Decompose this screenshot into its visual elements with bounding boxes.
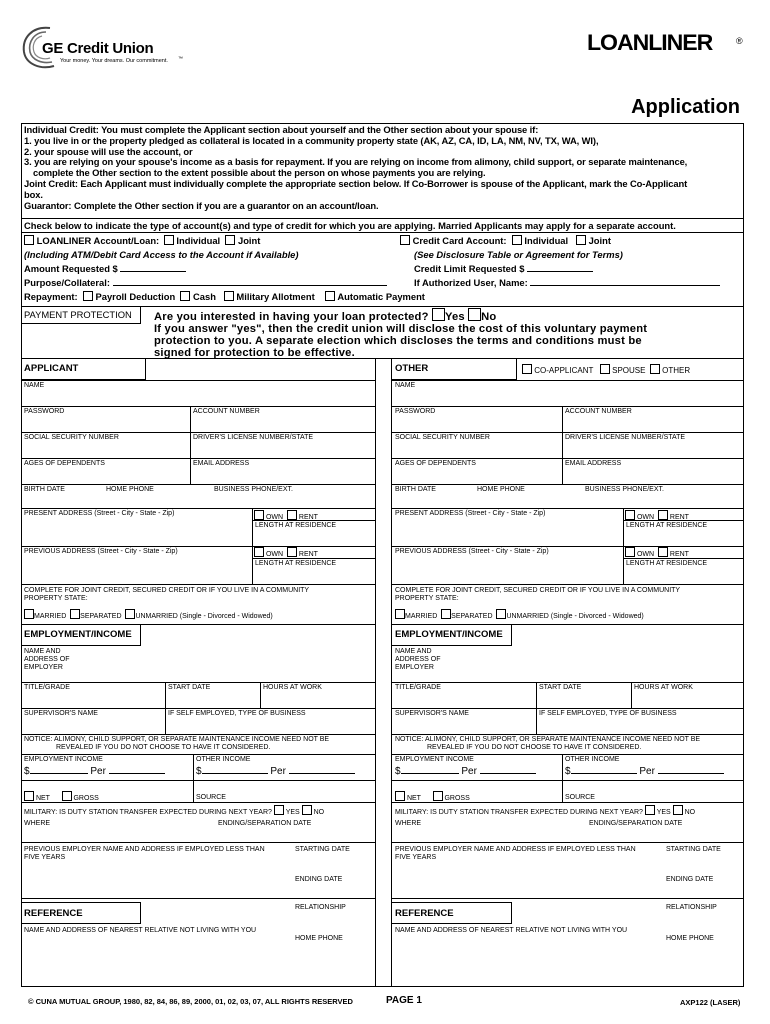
married-checkbox[interactable] [395,609,405,619]
intro-line: 1. you live in or the property pledged as collateral is located in a community property state (AK, AZ, CA, ID, LA, NM, NV, TX, WA, WI), [24,134,599,146]
payroll-checkbox[interactable] [83,291,93,301]
dollar-sign: $ [565,766,571,777]
emp-income-label: EMPLOYMENT INCOME [24,756,103,763]
gecu-logo [20,22,183,72]
present-own-checkbox[interactable] [625,510,635,520]
no-label: NO [684,809,696,816]
self-employed-label: IF SELF EMPLOYED, TYPE OF BUSINESS [168,710,306,717]
protection-line: protection to you. A separate election which discloses the terms and conditions must be [154,335,642,347]
payment-protection-text: PAYMENT PROTECTION [24,309,132,320]
length-label: LENGTH AT RESIDENCE [255,522,337,529]
cc-joint-label: Joint [588,235,611,246]
form-number: AXP122 (LASER) [680,998,741,1007]
own-label: OWN [265,551,284,558]
atm-note: (Including ATM/Debit Card Access to the Account if Available) [24,249,299,260]
nearest-relative-label: NAME AND ADDRESS OF NEAREST RELATIVE NOT LIVING WITH YOU [24,927,257,934]
starting-date-label: STARTING DATE [295,846,350,853]
spouse-label: SPOUSE [612,366,646,375]
protection-yes-checkbox[interactable] [432,308,445,321]
purpose-label: Purpose/Collateral: [24,277,110,288]
own-label: OWN [265,514,284,521]
unmarried-label: UNMARRIED (Single - Divorced - Widowed) [135,613,273,620]
military-label: Military Allotment [236,291,315,302]
source-label: SOURCE [565,794,595,801]
military-no-checkbox[interactable] [673,805,683,815]
co-applicant-checkbox[interactable] [522,364,532,374]
credit-limit-label: Credit Limit Requested $ [414,263,525,274]
loan-individual-label: Individual [176,235,221,246]
protection-text [154,308,647,359]
check-instruction: Check below to indicate the type of account(s) and type of credit for which you are applying. Married Applicants may apply for a separate account. [24,220,676,231]
rent-label: RENT [669,514,689,521]
yes-label: YES [285,809,300,816]
employer-label: NAME AND ADDRESS OF EMPLOYER [24,648,70,671]
protection-question: Are you interested in having your loan protected? [154,311,429,323]
home-phone-label: HOME PHONE [477,486,525,493]
other-type-label: OTHER [662,366,691,375]
automatic-label: Automatic Payment [337,291,425,302]
home-phone-label: HOME PHONE [106,486,154,493]
net-label: NET [406,795,421,802]
account-label: ACCOUNT NUMBER [193,408,260,415]
separated-checkbox[interactable] [70,609,80,619]
birth-label: BIRTH DATE [24,486,65,493]
bus-phone-label: BUSINESS PHONE/EXT. [585,486,664,493]
gross-checkbox[interactable] [433,791,443,801]
ages-label: AGES OF DEPENDENTS [395,460,476,467]
own-label: OWN [636,514,655,521]
loanliner-label: LOANLINER Account/Loan: [36,235,160,246]
per-label: Per [461,766,477,777]
present-rent-checkbox[interactable] [287,510,297,520]
cc-individual-label: Individual [524,235,569,246]
intro-line: 3. you are relying on your spouse's income as a basis for repayment. If you are relying on income from alimony, child support, or separate maintenance, [24,156,688,168]
cash-checkbox[interactable] [180,291,190,301]
self-employed-label: IF SELF EMPLOYED, TYPE OF BUSINESS [539,710,677,717]
page-title: Application [631,96,740,118]
intro-line: Individual Credit: You must complete the Applicant section about yourself and the Other section about your spouse if: [24,124,539,135]
protection-yes-label: Yes [444,311,465,323]
cash-label: Cash [193,291,216,302]
email-label: EMAIL ADDRESS [193,460,250,467]
previous-address-label: PREVIOUS ADDRESS (Street - City - State - Zip) [24,548,178,555]
net-checkbox[interactable] [395,791,405,801]
spouse-checkbox[interactable] [600,364,610,374]
per-label: Per [639,766,655,777]
married-label: MARRIED [34,613,67,620]
ssn-label: SOCIAL SECURITY NUMBER [24,434,119,441]
employment-title: EMPLOYMENT/INCOME [395,629,503,640]
employment-title: EMPLOYMENT/INCOME [24,629,132,640]
unmarried-checkbox[interactable] [496,609,506,619]
ages-label: AGES OF DEPENDENTS [24,460,105,467]
reference-title: REFERENCE [395,908,454,919]
emp-income-field[interactable] [30,773,88,774]
previous-rent-checkbox[interactable] [658,547,668,557]
ref-phone-label: HOME PHONE [666,935,714,942]
amount-label: Amount Requested $ [24,263,118,274]
purpose-field[interactable] [113,285,387,286]
cc-individual-checkbox[interactable] [512,235,522,245]
previous-rent-checkbox[interactable] [287,547,297,557]
other-type-checkbox[interactable] [650,364,660,374]
source-label: SOURCE [196,794,226,801]
tagline: Your money. Your dreams. Our commitment. [60,58,168,64]
authorized-field[interactable] [530,285,720,286]
gross-label: GROSS [73,795,99,802]
loan-individual-checkbox[interactable] [164,235,174,245]
military-no-checkbox[interactable] [302,805,312,815]
previous-own-checkbox[interactable] [625,547,635,557]
net-checkbox[interactable] [24,791,34,801]
married-checkbox[interactable] [24,609,34,619]
military-yes-checkbox[interactable] [274,805,284,815]
protection-line: signed for protection to be effective. [154,347,355,359]
page-number: PAGE 1 [386,995,422,1006]
starting-date-label: STARTING DATE [666,846,721,853]
other-title: OTHER [395,363,429,374]
other-income-label: OTHER INCOME [565,756,620,763]
other-income-field[interactable] [202,773,268,774]
ssn-label: SOCIAL SECURITY NUMBER [395,434,490,441]
credit-card-checkbox[interactable] [400,235,410,245]
hours-label: HOURS AT WORK [263,684,322,691]
birth-label: BIRTH DATE [395,486,436,493]
employer-label: NAME AND ADDRESS OF EMPLOYER [395,648,441,671]
length-label: LENGTH AT RESIDENCE [626,560,708,567]
length-label: LENGTH AT RESIDENCE [626,522,708,529]
rent-label: RENT [669,551,689,558]
dollar-sign: $ [24,766,30,777]
co-applicant-label: CO-APPLICANT [534,366,594,375]
ending-date-label: ENDING DATE [666,876,714,883]
intro-text [24,125,744,211]
other-income-field[interactable] [571,773,637,774]
rent-label: RENT [298,514,318,521]
own-label: OWN [636,551,655,558]
no-label: NO [313,809,325,816]
length-label: LENGTH AT RESIDENCE [255,560,337,567]
protection-no-label: No [481,311,497,323]
per-label: Per [270,766,286,777]
rent-label: RENT [298,551,318,558]
amount-field[interactable] [120,271,186,272]
unmarried-checkbox[interactable] [125,609,135,619]
applicant-title: APPLICANT [24,363,79,374]
loanliner-logo: LOANLINER [587,30,713,55]
net-label: NET [35,795,50,802]
unmarried-label: UNMARRIED (Single - Divorced - Widowed) [506,613,644,620]
authorized-label: If Authorized User, Name: [414,277,528,288]
other-section [392,358,744,987]
dl-label: DRIVER'S LICENSE NUMBER/STATE [193,434,314,441]
dl-label: DRIVER'S LICENSE NUMBER/STATE [565,434,686,441]
loan-joint-checkbox[interactable] [225,235,235,245]
previous-own-checkbox[interactable] [254,547,264,557]
password-label: PASSWORD [24,408,65,415]
ref-phone-label: HOME PHONE [295,935,343,942]
previous-address-label: PREVIOUS ADDRESS (Street - City - State - Zip) [395,548,549,555]
present-rent-checkbox[interactable] [658,510,668,520]
ending-date-label: ENDING DATE [295,876,343,883]
military-question: MILITARY: IS DUTY STATION TRANSFER EXPECTED DURING NEXT YEAR? [24,809,272,816]
reference-title: REFERENCE [24,908,83,919]
cc-note: (See Disclosure Table or Agreement for Terms) [414,249,623,260]
military-question: MILITARY: IS DUTY STATION TRANSFER EXPECTED DURING NEXT YEAR? [395,809,643,816]
intro-line: 2. your spouse will use the account, or [24,145,193,157]
intro-line: box. [24,188,43,200]
relationship-label: RELATIONSHIP [666,904,717,911]
automatic-checkbox[interactable] [325,291,335,301]
password-label: PASSWORD [395,408,436,415]
separated-label: SEPARATED [451,613,493,620]
dollar-sign: $ [395,766,401,777]
gross-checkbox[interactable] [62,791,72,801]
yes-label: YES [656,809,671,816]
protection-no-checkbox[interactable] [468,308,481,321]
credit-union-name: GE Credit Union [42,40,154,57]
other-per-field[interactable] [658,773,724,774]
payment-protection-label [21,306,141,324]
loanliner-reg: ® [736,36,743,46]
loan-joint-label: Joint [237,235,261,246]
intro-line: complete the Other section to the extent possible about the person on whose payments you are relying. [33,167,486,179]
supervisor-label: SUPERVISOR'S NAME [24,710,98,717]
joint-note: COMPLETE FOR JOINT CREDIT, SECURED CREDIT OR IF YOU LIVE IN A COMMUNITY PROPERTY STATE: [24,587,310,602]
prev-employer-label: PREVIOUS EMPLOYER NAME AND ADDRESS IF EMPLOYED LESS THAN FIVE YEARS [24,846,265,861]
start-label: START DATE [539,684,582,691]
relationship-label: RELATIONSHIP [295,904,346,911]
name-label: NAME [24,382,45,389]
credit-limit-field[interactable] [527,271,593,272]
other-income-label: OTHER INCOME [196,756,251,763]
joint-note: COMPLETE FOR JOINT CREDIT, SECURED CREDIT OR IF YOU LIVE IN A COMMUNITY PROPERTY STATE: [395,587,681,602]
emp-income-field[interactable] [401,773,459,774]
credit-card-label: Credit Card Account: [412,235,507,246]
emp-per-field[interactable] [109,773,165,774]
protection-line: If you answer "yes", then the credit union will disclose the cost of this voluntary payment [154,323,648,335]
emp-per-field[interactable] [480,773,536,774]
copyright: © CUNA MUTUAL GROUP, 1980, 82, 84, 86, 89, 2000, 01, 02, 03, 07, ALL RIGHTS RESERVED [28,997,353,1006]
title-label: TITLE/GRADE [24,684,70,691]
email-label: EMAIL ADDRESS [565,460,622,467]
account-type-block [24,235,744,305]
gross-label: GROSS [444,795,470,802]
present-address-label: PRESENT ADDRESS (Street - City - State - Zip) [395,510,546,517]
military-yes-checkbox[interactable] [645,805,655,815]
tagline-tm: ™ [178,56,183,62]
hours-label: HOURS AT WORK [634,684,693,691]
start-label: START DATE [168,684,211,691]
married-label: MARRIED [405,613,438,620]
supervisor-label: SUPERVISOR'S NAME [395,710,469,717]
intro-line: Guarantor: Complete the Other section if you are a guarantor on an account/loan. [24,199,379,211]
bus-phone-label: BUSINESS PHONE/EXT. [214,486,293,493]
intro-line: Joint Credit: Each Applicant must individually complete the appropriate section below. If Co-Borrower is spouse of the Applicant, mark the Co-Applicant [24,177,688,189]
separated-label: SEPARATED [80,613,122,620]
separated-checkbox[interactable] [441,609,451,619]
per-label: Per [90,766,106,777]
present-own-checkbox[interactable] [254,510,264,520]
notice: NOTICE: ALIMONY, CHILD SUPPORT, OR SEPARATE MAINTENANCE INCOME NEED NOT BE REVEALED IF YOU DO NOT CHOOSE TO HAVE IT CONSIDERED. [24,736,330,751]
account-label: ACCOUNT NUMBER [565,408,632,415]
present-address-label: PRESENT ADDRESS (Street - City - State - Zip) [24,510,175,517]
payroll-label: Payroll Deduction [95,291,176,302]
name-label: NAME [395,382,416,389]
applicant-section [21,358,375,987]
where-label: WHERE [395,820,422,827]
where-label: WHERE [24,820,51,827]
title-label: TITLE/GRADE [395,684,441,691]
notice: NOTICE: ALIMONY, CHILD SUPPORT, OR SEPARATE MAINTENANCE INCOME NEED NOT BE REVEALED IF YOU DO NOT CHOOSE TO HAVE IT CONSIDERED. [395,736,701,751]
ending-sep-label: ENDING/SEPARATION DATE [589,820,683,827]
emp-income-label: EMPLOYMENT INCOME [395,756,474,763]
prev-employer-label: PREVIOUS EMPLOYER NAME AND ADDRESS IF EMPLOYED LESS THAN FIVE YEARS [395,846,636,861]
military-checkbox[interactable] [224,291,234,301]
ending-sep-label: ENDING/SEPARATION DATE [218,820,312,827]
loanliner-checkbox[interactable] [24,235,34,245]
other-per-field[interactable] [289,773,355,774]
cc-joint-checkbox[interactable] [576,235,586,245]
dollar-sign: $ [196,766,202,777]
nearest-relative-label: NAME AND ADDRESS OF NEAREST RELATIVE NOT LIVING WITH YOU [395,927,628,934]
repayment-label: Repayment: [24,291,78,302]
